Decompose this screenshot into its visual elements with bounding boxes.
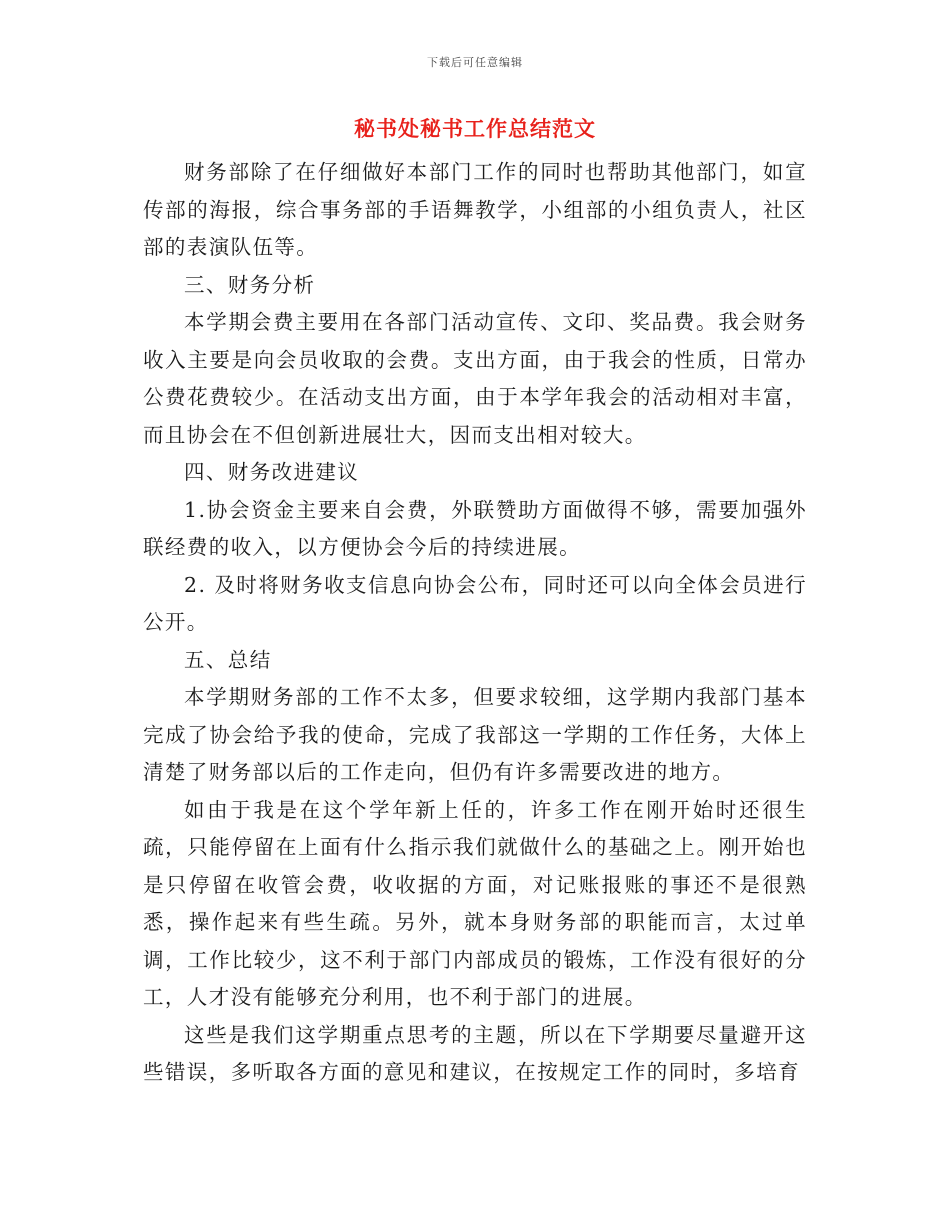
paragraph: 本学期会费主要用在各部门活动宣传、文印、奖品费。我会财务收入主要是向会员收取的会费。支出方面，由于我会的性质，日常办公费花费较少。在活动支出方面，由于本学年我会的活动相对丰富，而且协会在不但创新进展壮大，因而支出相对较大。	[143, 310, 807, 447]
header-note: 下载后可任意编辑	[427, 56, 523, 69]
document-body	[143, 154, 807, 1092]
section-heading: 五、总结	[184, 647, 272, 672]
paragraph: 财务部除了在仔细做好本部门工作的同时也帮助其他部门，如宣传部的海报，综合事务部的手语舞教学，小组部的小组负责人，社区部的表演队伍等。	[143, 160, 807, 259]
paragraph: 本学期财务部的工作不太多，但要求较细，这学期内我部门基本完成了协会给予我的使命，完成了我部这一学期的工作任务，大体上清楚了财务部以后的工作走向，但仍有许多需要改进的地方。	[143, 685, 807, 784]
paragraph: 2. 及时将财务收支信息向协会公布，同时还可以向全体会员进行公开。	[143, 572, 807, 634]
section-heading: 四、财务改进建议	[184, 460, 360, 484]
paragraph: 这些是我们这学期重点思考的主题，所以在下学期要尽量避开这些错误，多听取各方面的意见和建议，在按规定工作的同时，多培育	[143, 1022, 807, 1084]
document-title: 秘书处秘书工作总结范文	[354, 116, 596, 141]
paragraph: 1.协会资金主要来自会费，外联赞助方面做得不够，需要加强外联经费的收入，以方便协会今后的持续进展。	[143, 497, 807, 559]
paragraph: 如由于我是在这个学年新上任的，许多工作在刚开始时还很生疏，只能停留在上面有什么指示我们就做什么的基础之上。刚开始也是只停留在收管会费，收收据的方面，对记账报账的事还不是很熟悉，操作起来有些生疏。另外，就本身财务部的职能而言，太过单调，工作比较少，这不利于部门内部成员的锻炼，工作没有很好的分工，人才没有能够充分利用，也不利于部门的进展。	[143, 797, 807, 1009]
section-heading: 三、财务分析	[184, 272, 316, 297]
